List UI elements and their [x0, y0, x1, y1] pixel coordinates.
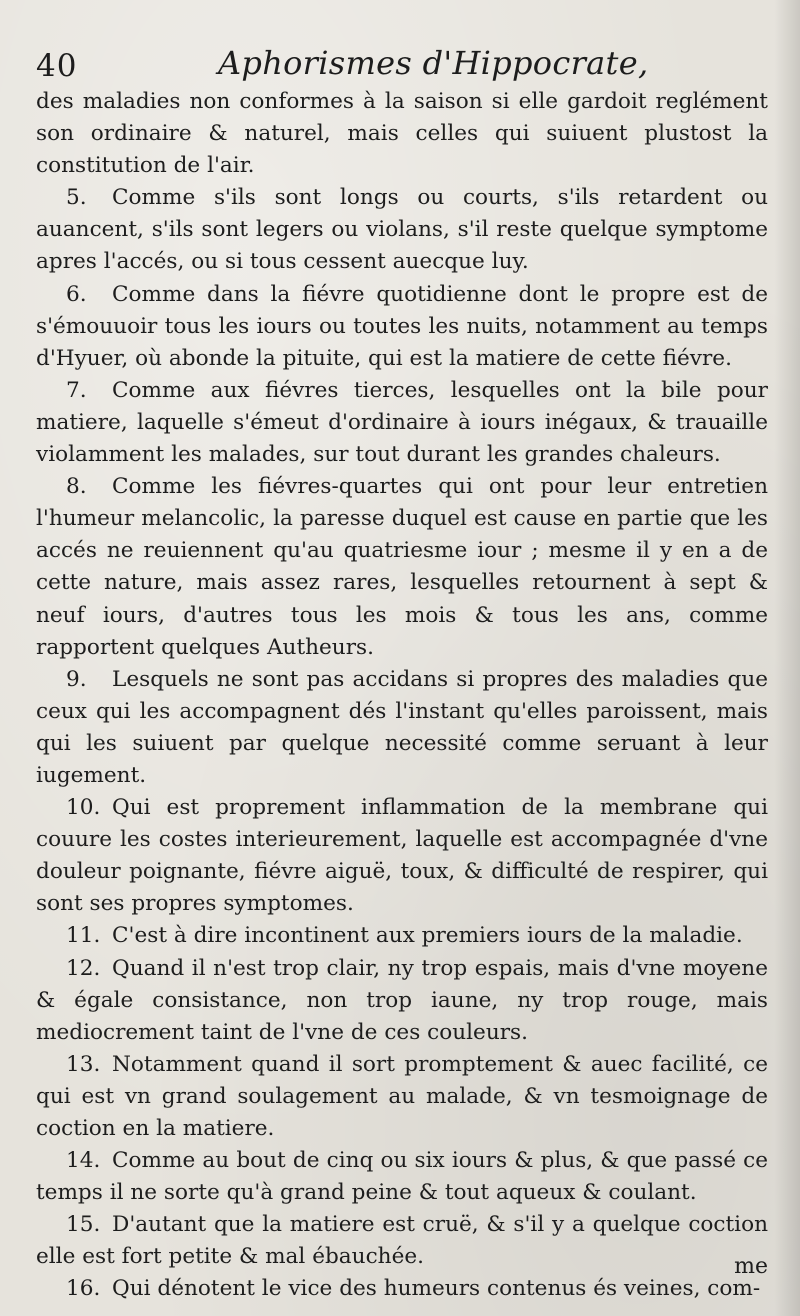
page-header — [36, 40, 776, 92]
aphorism-number: 9. — [66, 666, 87, 692]
page-body — [36, 86, 768, 1306]
paragraph-text: Notamment quand il sort promptement & auec facilité, ce qui est vn grand soulagement au malade, & vn tesmoignage de coction en la matiere. — [36, 1051, 768, 1141]
paragraph-text: des maladies non conformes à la saison si elle gardoit reglément son ordinaire & naturel, mais celles qui suiuent plustost la constitution de l'air. — [36, 89, 768, 179]
aphorism-number: 14. — [66, 1148, 101, 1174]
paragraph-text: Qui est proprement inflammation de la membrane qui couure les costes interieurement, laquelle est accompagnée d'vne douleur poignante, fiévre aiguë, toux, & difficulté de respirer, qui sont ses propres symptomes. — [36, 795, 768, 917]
paragraph-text: D'autant que la matiere est cruë, & s'il y a quelque coction elle est fort petite & mal ébauchée. — [36, 1212, 768, 1270]
aphorism-paragraph — [36, 1049, 768, 1145]
paragraph-text: Qui dénotent le vice des humeurs contenus és veines, com- — [112, 1276, 761, 1302]
paragraph-text: Comme s'ils sont longs ou courts, s'ils retardent ou auancent, s'ils sont legers ou violans, s'il reste quelque symptome apres l'accés, ou si tous cessent auecque luy. — [36, 185, 768, 275]
aphorism-number: 5. — [66, 185, 87, 211]
aphorism-number: 11. — [66, 923, 101, 949]
page-number: 40 — [36, 48, 78, 84]
aphorism-number: 15. — [66, 1212, 101, 1238]
paragraph-continuation — [36, 86, 768, 182]
aphorism-number: 7. — [66, 377, 87, 403]
paragraph-text: Comme au bout de cinq ou six iours & plus, & que passé ce temps il ne sorte qu'à grand peine & tout aqueux & coulant. — [36, 1148, 768, 1206]
paragraph-text: Comme dans la fiévre quotidienne dont le propre est de s'émouuoir tous les iours ou toutes les nuits, notamment au temps d'Hyuer, où abonde la pituite, qui est la matiere de cette fiévre. — [36, 281, 768, 371]
aphorism-number: 12. — [66, 955, 101, 981]
aphorism-paragraph — [36, 920, 768, 952]
paragraph-text: Lesquels ne sont pas accidans si propres des maladies que ceux qui les accompagnent dés l'instant qu'elles paroissent, mais qui les suiuent par quelque necessité comme seruant à leur iugement. — [36, 666, 768, 788]
aphorism-number: 10. — [66, 795, 101, 821]
paragraph-text: Comme aux fiévres tierces, lesquelles ont la bile pour matiere, laquelle s'émeut d'ordinaire à iours inégaux, & trauaille violamment les malades, sur tout durant les grandes chaleurs. — [36, 377, 768, 468]
aphorism-paragraph — [36, 1273, 768, 1305]
paragraph-text: C'est à dire incontinent aux premiers iours de la maladie. — [112, 923, 743, 949]
aphorism-number: 6. — [66, 281, 87, 307]
paragraph-text: Comme les fiévres-quartes qui ont pour leur entretien l'humeur melancolic, la paresse duquel est cause en partie que les accés ne reuiennent qu'au quatriesme iour ; mesme il y en a de cette nature, mais assez rares, lesquelles retournent à sept & neuf iours, d'autres tous les mois & tous les ans, comme rapportent quelques Autheurs. — [36, 474, 768, 660]
aphorism-paragraph — [36, 1145, 768, 1209]
page-edge-shadow — [774, 0, 800, 1316]
aphorism-number: 8. — [66, 474, 87, 500]
aphorism-paragraph — [36, 375, 768, 471]
aphorism-paragraph — [36, 1209, 768, 1273]
aphorism-paragraph — [36, 471, 768, 664]
aphorism-paragraph — [36, 953, 768, 1049]
aphorism-paragraph — [36, 792, 768, 920]
aphorism-paragraph — [36, 182, 768, 278]
paragraph-text: Quand il n'est trop clair, ny trop espais, mais d'vne moyene & égale consistance, non trop iaune, ny trop rouge, mais mediocrement taint de l'vne de ces couleurs. — [36, 955, 768, 1045]
aphorism-paragraph — [36, 664, 768, 792]
aphorism-paragraph — [36, 279, 768, 375]
running-title: Aphorismes d'Hippocrate, — [218, 44, 649, 82]
aphorism-number: 13. — [66, 1051, 101, 1077]
aphorism-number: 16. — [66, 1276, 101, 1302]
catchword: me — [734, 1254, 768, 1279]
